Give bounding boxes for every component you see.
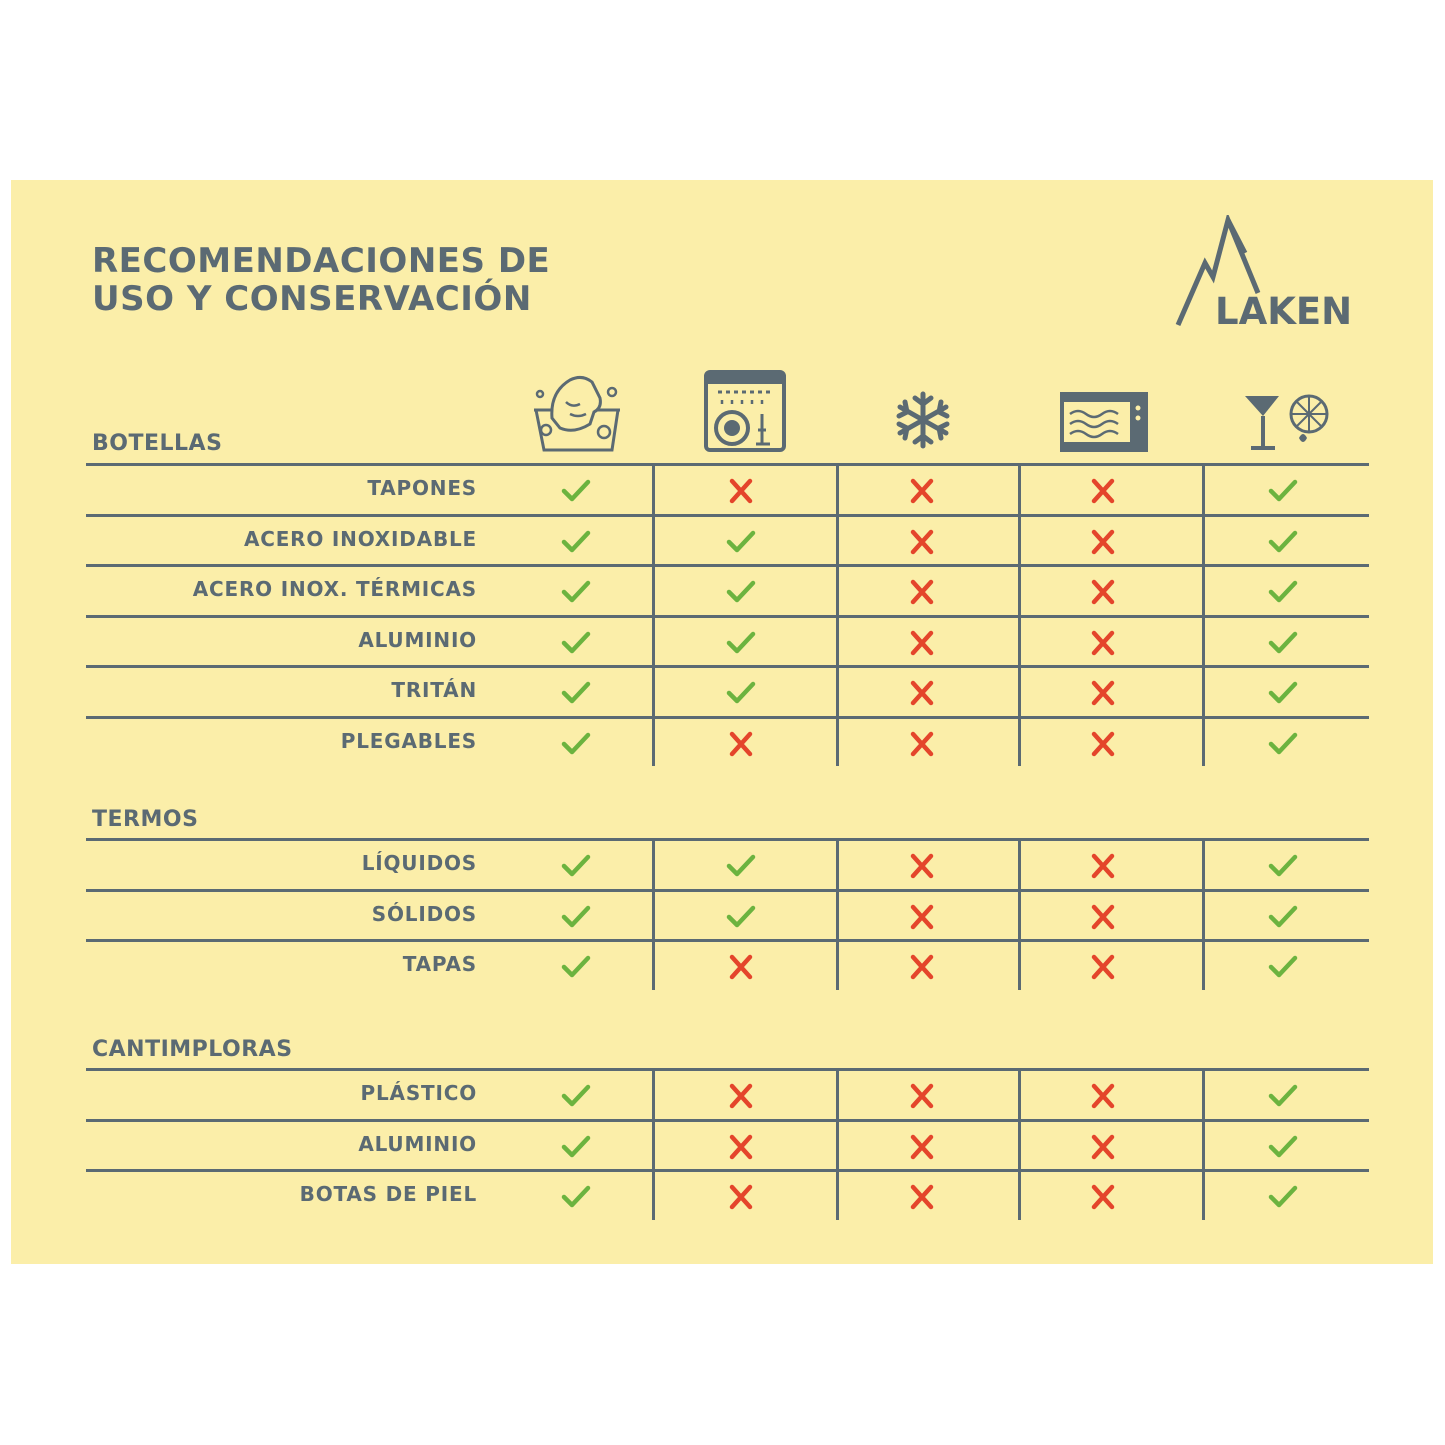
cross-icon	[905, 628, 939, 658]
title-line-2: USO Y CONSERVACIÓN	[92, 279, 532, 319]
column-divider	[1018, 838, 1021, 990]
check-icon	[559, 628, 593, 658]
check-icon	[1266, 851, 1300, 881]
snowflake-freezer-icon	[893, 390, 953, 450]
cross-icon	[905, 678, 939, 708]
cross-icon	[1086, 902, 1120, 932]
cross-icon	[905, 952, 939, 982]
check-icon	[1266, 527, 1300, 557]
cross-icon	[905, 1081, 939, 1111]
check-icon	[724, 678, 758, 708]
column-divider	[836, 1068, 839, 1220]
check-icon	[1266, 628, 1300, 658]
check-icon	[724, 527, 758, 557]
row-divider	[86, 463, 1369, 466]
check-icon	[724, 902, 758, 932]
cross-icon	[905, 1182, 939, 1212]
cross-icon	[905, 527, 939, 557]
check-icon	[1266, 1081, 1300, 1111]
microwave-icon	[1060, 392, 1148, 452]
cross-icon	[1086, 527, 1120, 557]
row-label: TAPONES	[367, 476, 477, 500]
check-icon	[1266, 952, 1300, 982]
check-icon	[559, 577, 593, 607]
section-title: BOTELLAS	[92, 431, 223, 456]
row-label: BOTAS DE PIEL	[299, 1182, 477, 1206]
section-title: CANTIMPLORAS	[92, 1037, 293, 1062]
column-divider	[1018, 463, 1021, 766]
check-icon	[559, 902, 593, 932]
cross-icon	[1086, 476, 1120, 506]
column-divider	[652, 1068, 655, 1220]
cross-icon	[1086, 851, 1120, 881]
cocktail-citrus-icon	[1243, 392, 1335, 452]
check-icon	[1266, 729, 1300, 759]
title-line-1: RECOMENDACIONES DE	[92, 241, 551, 281]
row-label: ALUMINIO	[358, 628, 477, 652]
cross-icon	[724, 1182, 758, 1212]
check-icon	[559, 527, 593, 557]
column-divider	[1202, 838, 1205, 990]
page-title	[92, 242, 550, 318]
cross-icon	[1086, 628, 1120, 658]
row-divider	[86, 838, 1369, 841]
row-divider	[86, 615, 1369, 618]
cross-icon	[905, 577, 939, 607]
row-label: TRITÁN	[391, 678, 477, 702]
cross-icon	[1086, 577, 1120, 607]
cross-icon	[905, 1132, 939, 1162]
cross-icon	[905, 902, 939, 932]
row-divider	[86, 716, 1369, 719]
check-icon	[559, 1132, 593, 1162]
cross-icon	[905, 851, 939, 881]
check-icon	[724, 851, 758, 881]
cross-icon	[1086, 1132, 1120, 1162]
cross-icon	[1086, 729, 1120, 759]
check-icon	[559, 729, 593, 759]
row-divider	[86, 1169, 1369, 1172]
row-divider	[86, 1119, 1369, 1122]
row-divider	[86, 564, 1369, 567]
brand-name: LAKEN	[1215, 290, 1353, 333]
check-icon	[559, 1182, 593, 1212]
cross-icon	[724, 476, 758, 506]
check-icon	[559, 952, 593, 982]
check-icon	[1266, 476, 1300, 506]
check-icon	[1266, 1132, 1300, 1162]
cross-icon	[724, 1081, 758, 1111]
column-divider	[836, 463, 839, 766]
row-label: PLÁSTICO	[360, 1081, 477, 1105]
row-label: PLEGABLES	[340, 729, 477, 753]
check-icon	[559, 476, 593, 506]
check-icon	[559, 678, 593, 708]
check-icon	[724, 577, 758, 607]
row-label: ACERO INOX. TÉRMICAS	[192, 577, 477, 601]
row-label: TAPAS	[402, 952, 477, 976]
row-divider	[86, 889, 1369, 892]
section-title: TERMOS	[92, 807, 199, 832]
hand-wash-icon	[530, 372, 624, 454]
row-label: ALUMINIO	[358, 1132, 477, 1156]
recommendations-card	[11, 180, 1433, 1264]
cross-icon	[724, 1132, 758, 1162]
cross-icon	[724, 952, 758, 982]
column-divider	[836, 838, 839, 990]
row-divider	[86, 939, 1369, 942]
check-icon	[1266, 902, 1300, 932]
row-label: LÍQUIDOS	[361, 851, 477, 875]
row-label: SÓLIDOS	[371, 902, 477, 926]
check-icon	[724, 628, 758, 658]
cross-icon	[724, 729, 758, 759]
check-icon	[1266, 1182, 1300, 1212]
row-divider	[86, 1068, 1369, 1071]
row-divider	[86, 665, 1369, 668]
dishwasher-icon	[704, 370, 786, 452]
check-icon	[559, 851, 593, 881]
cross-icon	[905, 729, 939, 759]
check-icon	[1266, 577, 1300, 607]
column-divider	[652, 838, 655, 990]
column-divider	[1202, 463, 1205, 766]
column-divider	[1018, 1068, 1021, 1220]
check-icon	[559, 1081, 593, 1111]
row-divider	[86, 514, 1369, 517]
column-divider	[652, 463, 655, 766]
column-divider	[1202, 1068, 1205, 1220]
row-label: ACERO INOXIDABLE	[243, 527, 477, 551]
check-icon	[1266, 678, 1300, 708]
cross-icon	[905, 476, 939, 506]
cross-icon	[1086, 1081, 1120, 1111]
cross-icon	[1086, 1182, 1120, 1212]
cross-icon	[1086, 678, 1120, 708]
cross-icon	[1086, 952, 1120, 982]
